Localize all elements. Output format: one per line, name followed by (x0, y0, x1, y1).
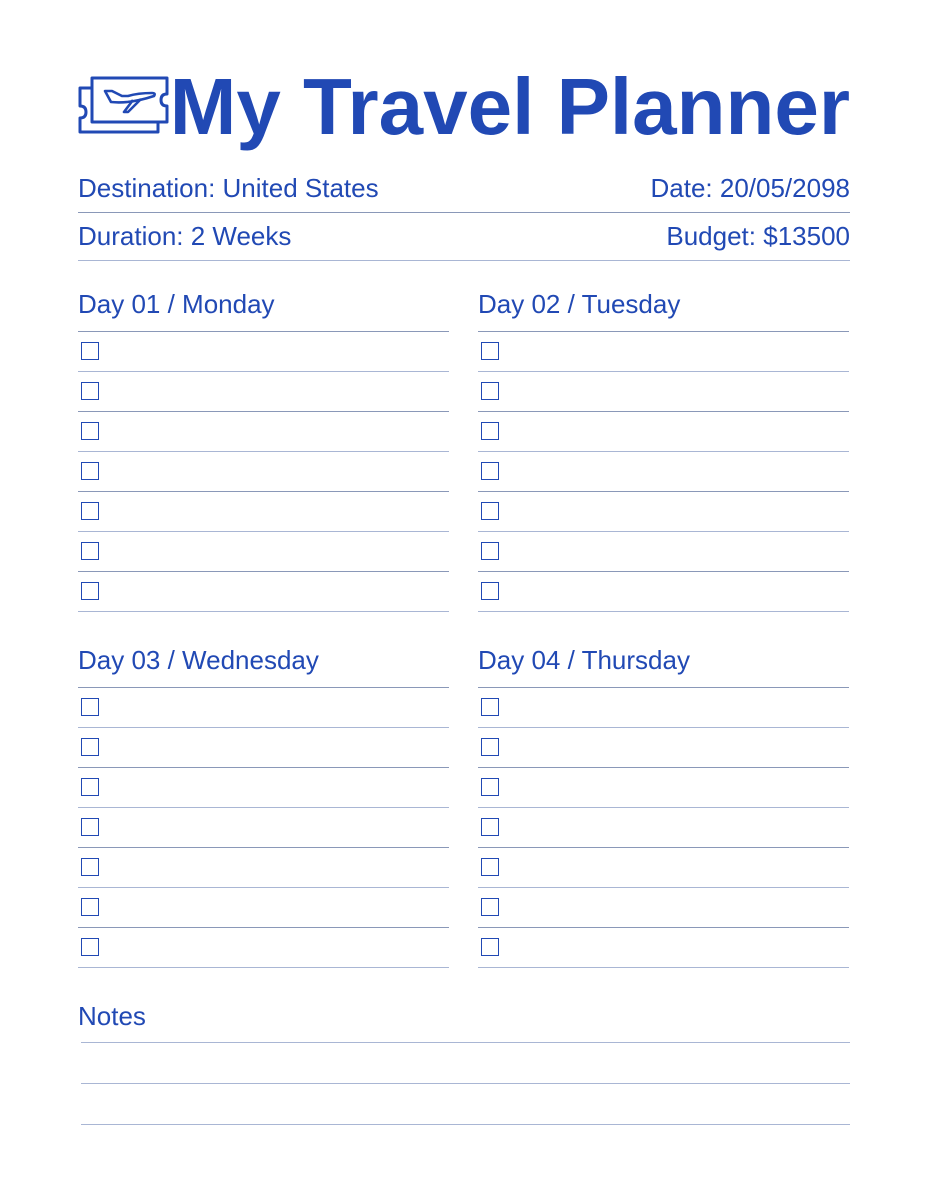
task-row (478, 888, 849, 928)
task-row (478, 848, 849, 888)
task-row (78, 808, 449, 848)
task-checkbox[interactable] (81, 382, 99, 400)
task-row (78, 412, 449, 452)
task-list (78, 688, 449, 968)
task-row (478, 452, 849, 492)
destination-field: Destination: United States (78, 173, 379, 203)
day-title: Day 01 / Monday (78, 289, 449, 332)
task-row (78, 332, 449, 372)
task-checkbox[interactable] (481, 938, 499, 956)
budget-field: Budget: $13500 (666, 221, 850, 251)
task-row (478, 412, 849, 452)
task-row (78, 452, 449, 492)
task-checkbox[interactable] (81, 818, 99, 836)
date-field: Date: 20/05/2098 (650, 173, 850, 203)
task-row (78, 372, 449, 412)
task-checkbox[interactable] (81, 502, 99, 520)
task-checkbox[interactable] (81, 738, 99, 756)
task-checkbox[interactable] (81, 462, 99, 480)
task-list (478, 332, 849, 612)
trip-info-row-2 (78, 212, 850, 261)
task-checkbox[interactable] (81, 422, 99, 440)
task-list (78, 332, 449, 612)
task-row (78, 572, 449, 612)
task-row (478, 928, 849, 968)
task-checkbox[interactable] (481, 778, 499, 796)
task-checkbox[interactable] (481, 422, 499, 440)
day-title: Day 03 / Wednesday (78, 645, 449, 688)
day-section-monday (78, 289, 449, 612)
day-title: Day 02 / Tuesday (478, 289, 849, 332)
task-checkbox[interactable] (481, 462, 499, 480)
task-row (478, 332, 849, 372)
plane-ticket-icon (78, 76, 170, 136)
task-checkbox[interactable] (481, 582, 499, 600)
task-checkbox[interactable] (481, 502, 499, 520)
task-checkbox[interactable] (481, 698, 499, 716)
day-title: Day 04 / Thursday (478, 645, 849, 688)
notes-lines (78, 1042, 850, 1125)
task-row (78, 728, 449, 768)
task-checkbox[interactable] (81, 898, 99, 916)
task-row (478, 492, 849, 532)
page-title: My Travel Planner (169, 62, 850, 151)
task-row (78, 688, 449, 728)
task-checkbox[interactable] (481, 858, 499, 876)
task-checkbox[interactable] (481, 818, 499, 836)
task-checkbox[interactable] (481, 342, 499, 360)
task-row (478, 768, 849, 808)
task-row (78, 928, 449, 968)
duration-field: Duration: 2 Weeks (78, 221, 292, 251)
trip-info-row-1 (78, 164, 850, 213)
task-checkbox[interactable] (81, 542, 99, 560)
task-row (78, 768, 449, 808)
task-checkbox[interactable] (481, 898, 499, 916)
task-checkbox[interactable] (481, 542, 499, 560)
task-row (78, 492, 449, 532)
task-checkbox[interactable] (81, 698, 99, 716)
task-checkbox[interactable] (481, 382, 499, 400)
planner-header (78, 62, 850, 152)
task-checkbox[interactable] (481, 738, 499, 756)
task-row (478, 532, 849, 572)
task-row (78, 848, 449, 888)
task-checkbox[interactable] (81, 342, 99, 360)
task-row (478, 688, 849, 728)
task-checkbox[interactable] (81, 582, 99, 600)
task-row (478, 728, 849, 768)
task-row (478, 372, 849, 412)
day-section-thursday (478, 645, 849, 968)
note-line[interactable] (81, 1084, 850, 1125)
note-line[interactable] (81, 1043, 850, 1084)
task-list (478, 688, 849, 968)
task-checkbox[interactable] (81, 938, 99, 956)
task-checkbox[interactable] (81, 778, 99, 796)
day-section-tuesday (478, 289, 849, 612)
notes-title: Notes (78, 1001, 146, 1031)
notes-section (78, 1000, 850, 1125)
task-row (478, 572, 849, 612)
task-row (78, 532, 449, 572)
day-section-wednesday (78, 645, 449, 968)
task-checkbox[interactable] (81, 858, 99, 876)
task-row (478, 808, 849, 848)
task-row (78, 888, 449, 928)
